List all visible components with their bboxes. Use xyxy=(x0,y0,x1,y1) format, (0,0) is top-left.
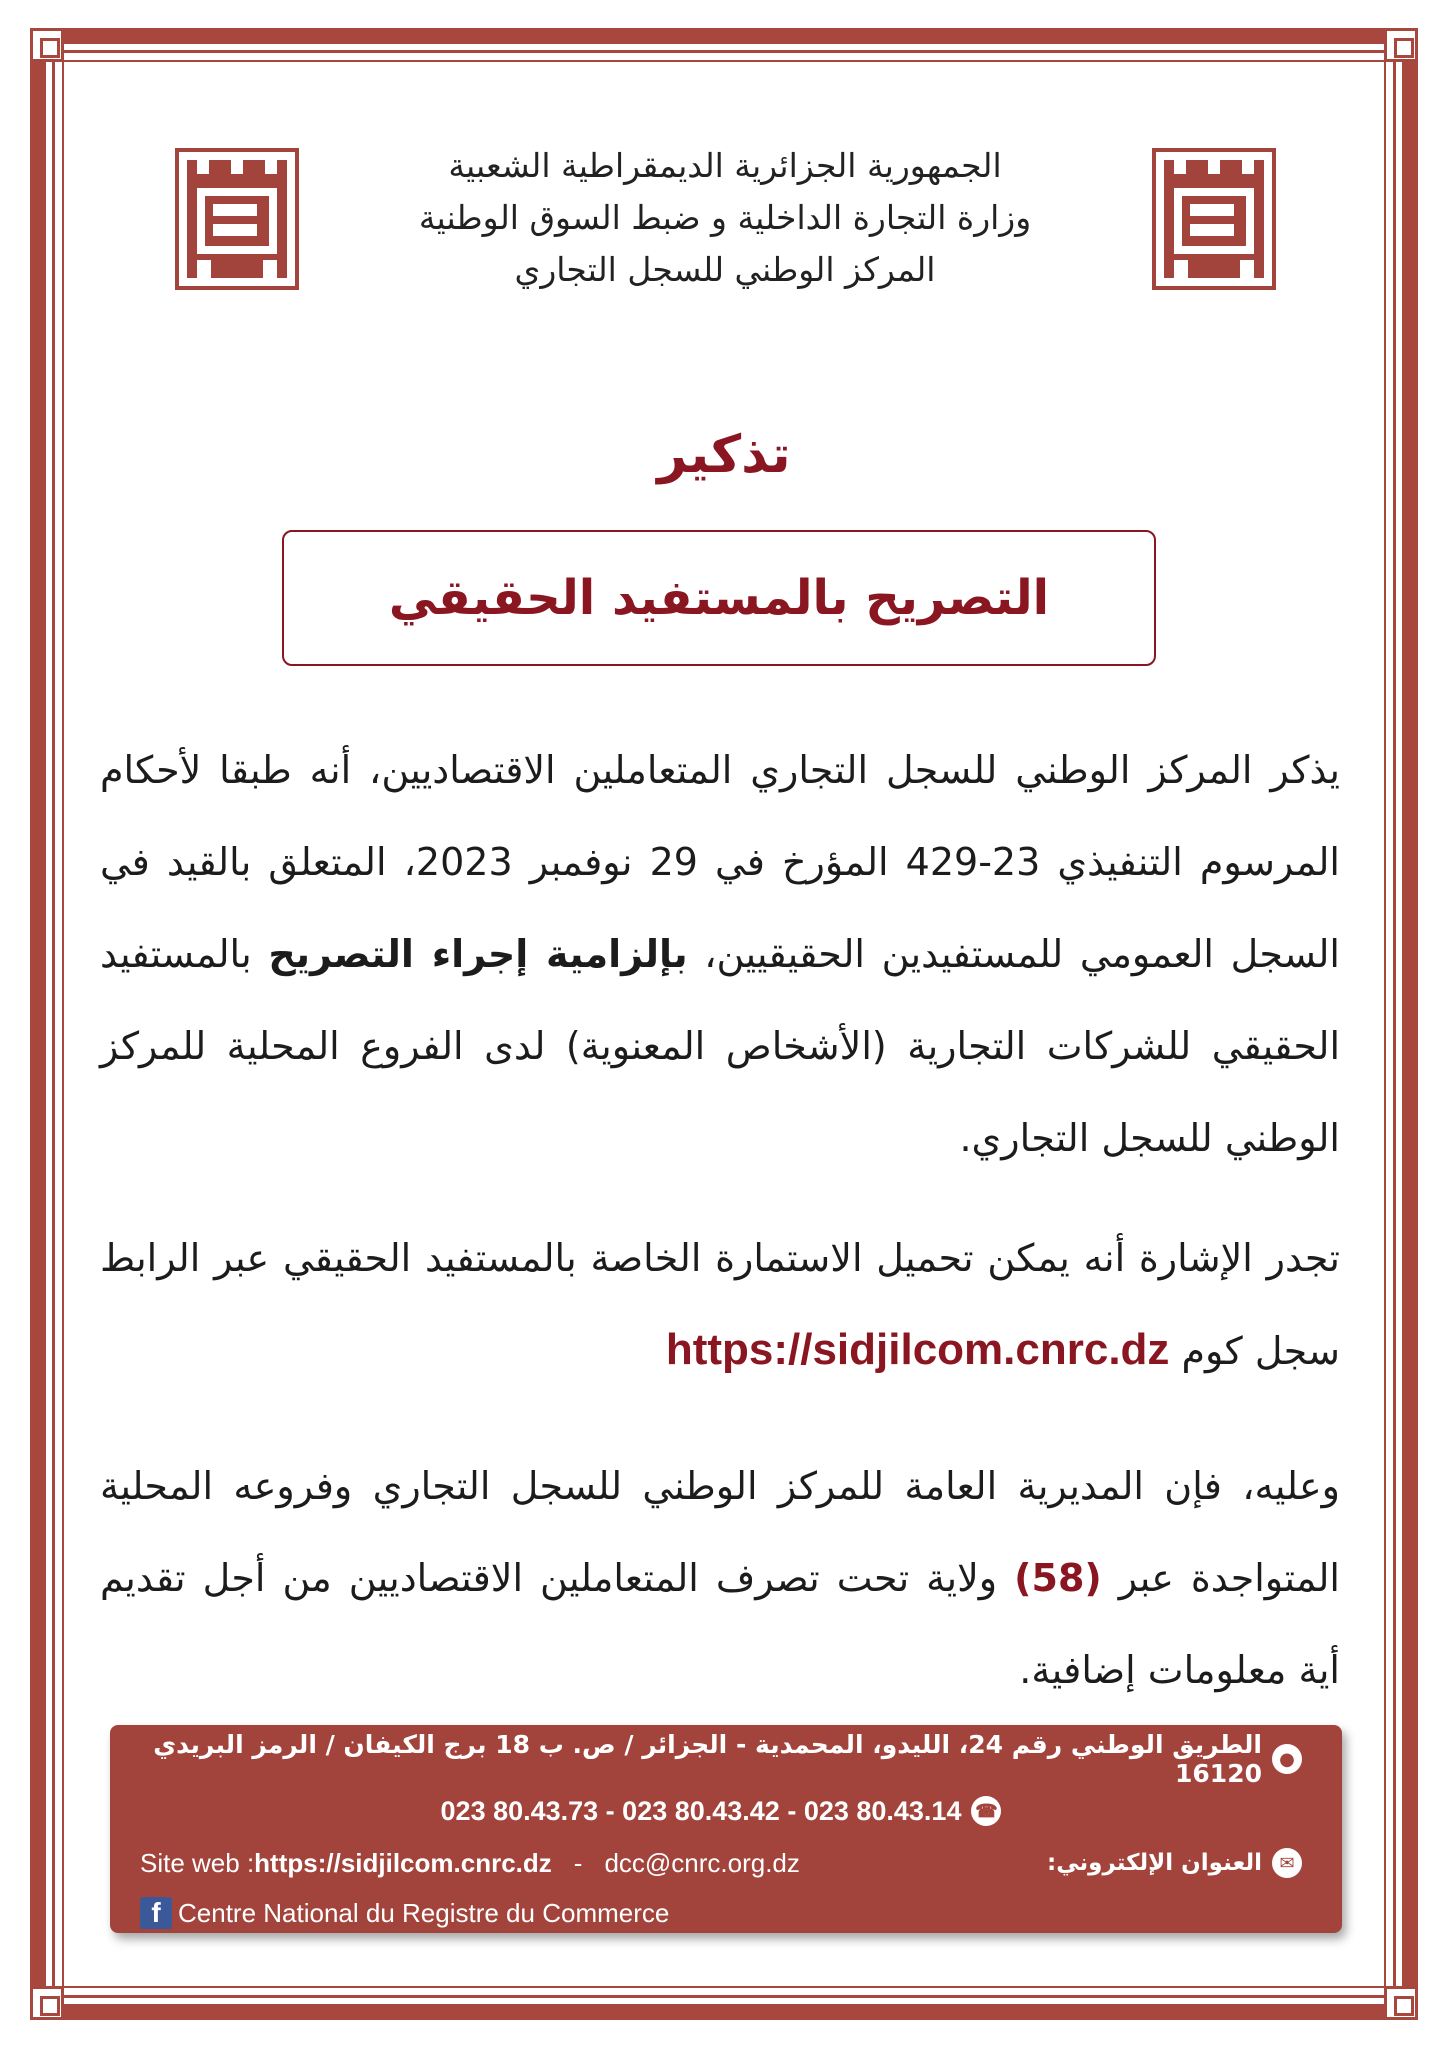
location-pin-icon: ● xyxy=(1272,1744,1302,1774)
email-icon: ✉ xyxy=(1272,1848,1302,1878)
sidjilcom-link[interactable]: https://sidjilcom.cnrc.dz xyxy=(665,1325,1170,1374)
title-box xyxy=(282,530,1156,666)
letterhead-line-republic: الجمهورية الجزائرية الديمقراطية الشعبية xyxy=(448,146,1002,185)
footer-facebook-row xyxy=(140,1893,1312,1933)
paragraph-bold-text: بإلزامية إجراء التصريح xyxy=(268,932,688,976)
footer-separator: - xyxy=(573,1847,583,1878)
site-web-label: Site web : xyxy=(140,1847,255,1878)
email-label: العنوان الإلكتروني: xyxy=(1047,1850,1262,1876)
paragraph-text: يذكر المركز الوطني للسجل التجاري المتعاملين الاقتصاديين، أنه طبقا لأحكام المرسوم التنفيذي 23-429 المؤرخ في 29 نوفمبر 2023، المتعلق بالقيد في السجل العمومي للمستفيدين الحقيقيين، xyxy=(100,748,1340,976)
paragraph-text: ولاية تحت تصرف المتعاملين الاقتصاديين من أجل تقديم أية معلومات إضافية. xyxy=(100,1556,1340,1692)
frame-corner xyxy=(1384,1986,1418,2020)
wilaya-count: (58) xyxy=(1014,1556,1102,1600)
frame-corner xyxy=(30,1986,64,2020)
paragraph-text: تجدر الإشارة أنه يمكن تحميل الاستمارة الخاصة بالمستفيد الحقيقي عبر الرابط سجل كوم xyxy=(100,1236,1340,1373)
paragraph-decree xyxy=(100,724,1340,1184)
paragraph-text: وعليه، فإن المديرية العامة للمركز الوطني للسجل التجاري وفروعه المحلية المتواجدة عبر xyxy=(100,1464,1340,1600)
letterhead-line-center: المركز الوطني للسجل التجاري xyxy=(514,250,936,289)
paragraph-branches xyxy=(100,1440,1340,1716)
email-link[interactable]: dcc@cnrc.org.dz xyxy=(604,1847,800,1878)
footer-phone-row xyxy=(140,1791,1312,1831)
footer-phones: 023 80.43.73 - 023 80.43.42 - 023 80.43.14 xyxy=(440,1795,962,1826)
site-web-link[interactable]: https://sidjilcom.cnrc.dz xyxy=(254,1847,552,1878)
phone-icon: ☎ xyxy=(971,1796,1001,1826)
footer-web-row xyxy=(140,1843,1312,1883)
letterhead xyxy=(310,140,1140,296)
reminder-heading: تذكير xyxy=(657,425,791,485)
footer-address-row xyxy=(140,1730,1312,1788)
paragraph-form-download xyxy=(100,1212,1340,1397)
footer-address: الطريق الوطني رقم 24، الليدو، المحمدية - الجزائر / ص. ب 18 برج الكيفان / الرمز البريدي 16120 xyxy=(153,1730,1262,1788)
letterhead-line-ministry: وزارة التجارة الداخلية و ضبط السوق الوطنية xyxy=(418,198,1032,237)
frame-corner xyxy=(30,28,64,62)
footer-contact-box xyxy=(110,1725,1342,1933)
document-title: التصريح بالمستفيد الحقيقي xyxy=(388,570,1050,626)
frame-corner xyxy=(1384,28,1418,62)
facebook-icon[interactable]: f xyxy=(140,1897,172,1929)
facebook-page-name[interactable]: Centre National du Registre du Commerce xyxy=(178,1897,670,1928)
cnrc-logo xyxy=(175,148,299,290)
cnrc-logo xyxy=(1152,148,1276,290)
paragraph-text: بالمستفيد الحقيقي للشركات التجارية (الأشخاص المعنوية) لدى الفروع المحلية للمركز الوطني للسجل التجاري. xyxy=(100,932,1340,1160)
